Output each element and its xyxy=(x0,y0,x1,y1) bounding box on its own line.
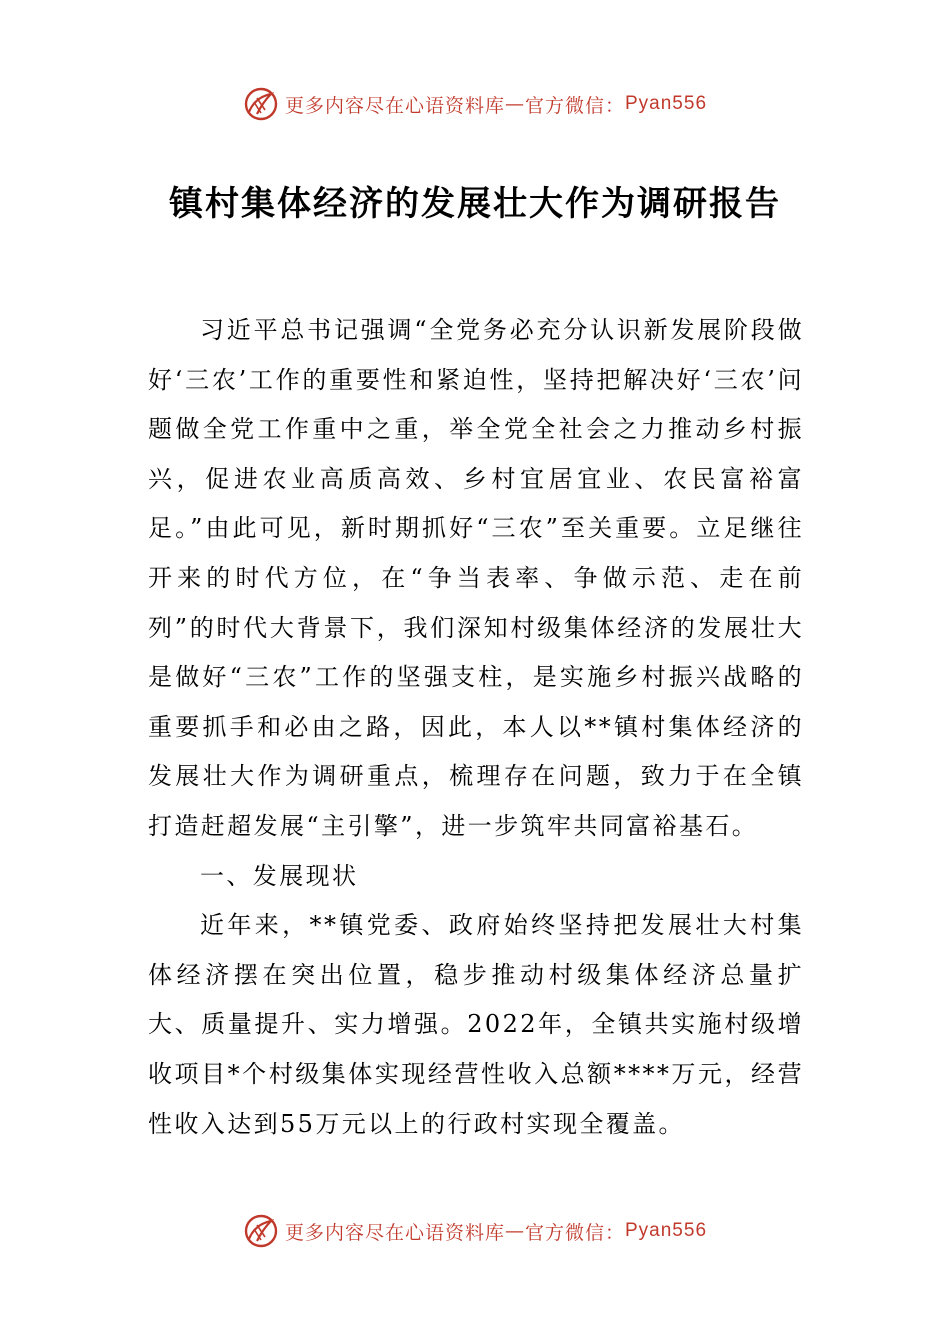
section-paragraph: 近年来，**镇党委、政府始终坚持把发展壮大村集体经济摆在突出位置，稳步推动村级集体经济总量扩大、质量提升、实力增强。2022年，全镇共实施村级增收项目*个村级集体实现经营性收入总额****万元，经营性收入达到55万元以上的行政村实现全覆盖。 xyxy=(148,911,804,1138)
watermark-separator: — xyxy=(504,93,525,115)
watermark-banner-bottom xyxy=(0,1211,950,1251)
watermark-separator: — xyxy=(504,1220,525,1242)
watermark-handle: Pyan556 xyxy=(625,1220,708,1241)
watermark-wechat-label: 官方微信： xyxy=(524,94,625,117)
watermark-brand-text: 更多内容尽在心语资料库 xyxy=(284,1221,505,1244)
pen-circle-logo-icon xyxy=(243,1213,279,1249)
watermark-handle: Pyan556 xyxy=(625,93,708,114)
intro-paragraph: 习近平总书记强调“全党务必充分认识新发展阶段做好‘三农’工作的重要性和紧迫性，坚持把解决好‘三农’问题做全党工作重中之重，举全党全社会之力推动乡村振兴，促进农业高质高效、乡村宜居宜业、农民富裕富足。”由此可见，新时期抓好“三农”至关重要。立足继往开来的时代方位，在“争当表率、争做示范、走在前列”的时代大背景下，我们深知村级集体经济的发展壮大是做好“三农”工作的坚强支柱，是实施乡村振兴战略的重要抓手和必由之路，因此，本人以**镇村集体经济的发展壮大作为调研重点，梳理存在问题，致力于在全镇打造赶超发展“主引擎”，进一步筑牢共同富裕基石。 xyxy=(148,316,804,840)
document-title: 镇村集体经济的发展壮大作为调研报告 xyxy=(169,184,781,224)
watermark-banner-top xyxy=(0,84,950,124)
watermark-wechat-label: 官方微信： xyxy=(524,1221,625,1244)
document-body xyxy=(148,306,804,1149)
watermark-brand-text: 更多内容尽在心语资料库 xyxy=(284,94,505,117)
pen-circle-logo-icon xyxy=(243,86,279,122)
section-heading: 一、发展现状 xyxy=(200,861,359,890)
